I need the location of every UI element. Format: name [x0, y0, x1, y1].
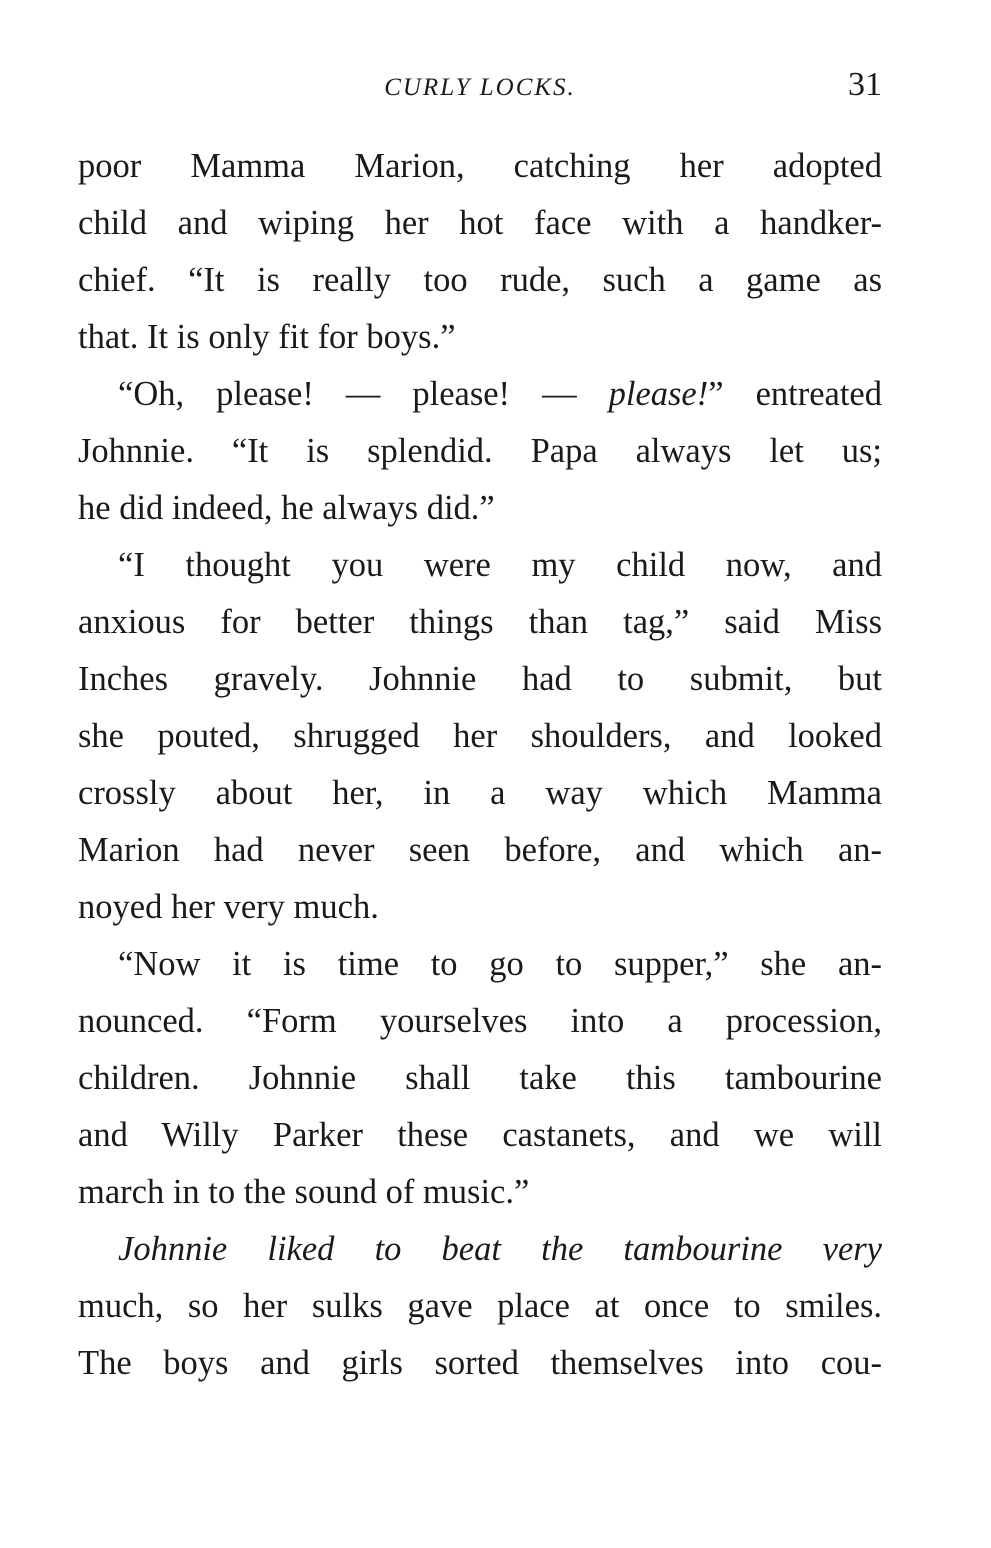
text-line: noyed her very much.	[78, 888, 379, 926]
text-line: crossly about her, in a way which Mamma	[78, 774, 882, 812]
text-line: child and wiping her hot face with a handker-	[78, 204, 882, 242]
paragraph-3	[78, 537, 882, 936]
text-line	[78, 366, 882, 423]
text-line: Johnnie liked to beat the tambourine very	[118, 1230, 882, 1268]
text-fragment: ” entreated	[708, 375, 882, 413]
paragraph-2	[78, 366, 882, 537]
text-line: he did indeed, he always did.”	[78, 489, 495, 527]
text-fragment: “Oh, please! — please! —	[118, 375, 609, 413]
text-line: “I thought you were my child now, and	[118, 546, 882, 584]
text-line: children. Johnnie shall take this tambourine	[78, 1059, 882, 1097]
text-line: “Now it is time to go to supper,” she an-	[118, 945, 882, 983]
running-title: CURLY LOCKS.	[384, 74, 576, 101]
text-line: The boys and girls sorted themselves into cou-	[78, 1344, 882, 1382]
italic-text: please!	[608, 375, 709, 413]
text-line: poor Mamma Marion, catching her adopted	[78, 147, 882, 185]
running-head	[78, 66, 882, 114]
paragraph-1	[78, 138, 882, 366]
page-number: 31	[848, 66, 882, 103]
text-line: Inches gravely. Johnnie had to submit, but	[78, 660, 882, 698]
text-line: march in to the sound of music.”	[78, 1173, 530, 1211]
paragraph-5	[78, 1221, 882, 1392]
text-line: anxious for better things than tag,” said Miss	[78, 603, 882, 641]
text-line: nounced. “Form yourselves into a procession,	[78, 1002, 882, 1040]
text-line: Marion had never seen before, and which an-	[78, 831, 882, 869]
text-line: much, so her sulks gave place at once to smiles.	[78, 1287, 882, 1325]
text-line: she pouted, shrugged her shoulders, and looked	[78, 717, 882, 755]
text-line: that. It is only fit for boys.”	[78, 318, 456, 356]
text-line: chief. “It is really too rude, such a game as	[78, 261, 882, 299]
paragraph-4	[78, 936, 882, 1221]
text-line: and Willy Parker these castanets, and we will	[78, 1116, 882, 1154]
text-line: Johnnie. “It is splendid. Papa always let us;	[78, 432, 882, 470]
body-text	[78, 138, 882, 1392]
